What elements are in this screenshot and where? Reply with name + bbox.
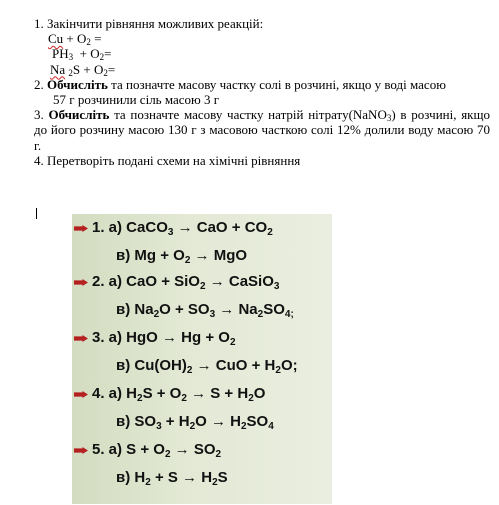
document-text xyxy=(34,16,490,168)
task-1-equation-1: $Cu + O_2$ = xyxy=(48,31,102,48)
task-4-title: 4. Перетворіть подані схеми на хімічні рівняння xyxy=(34,152,301,168)
equation-row: 1. а) CaCO$_3$ → CaO + $CO_2$ xyxy=(92,219,273,238)
task-1-equation-2: $PH_3 + O_2=$ xyxy=(52,46,112,63)
arrow-bullet-icon xyxy=(74,225,88,232)
equation-row: в) $SO_3 + H_2O \to H_2SO_4$ xyxy=(116,413,274,432)
equations-image xyxy=(72,214,332,504)
equation-row: 4. а) $H_2S + O_2 \to S + H_2O$ xyxy=(92,385,266,404)
text-cursor xyxy=(36,208,37,219)
equation-row: в) $Cu(OH)_2$ → CuO + $H_2O$; xyxy=(116,357,298,376)
equation-row: в) $Mg + O_2$ → MgO xyxy=(116,247,248,266)
arrow-bullet-icon xyxy=(74,335,88,342)
task-1-equation-3: Na $_2S + O_2=$ xyxy=(50,61,116,78)
arrow-bullet-icon xyxy=(74,391,88,398)
equation-row: 3. а) HgO → $Hg + O_2$ xyxy=(92,329,236,348)
task-1-title: 1. Закінчити рівняння можливих реакцій: xyxy=(34,16,264,31)
equation-row: в) $H_2 + S \to H_2S$ xyxy=(116,469,228,488)
task-2-line-2: 57 г розчинили сіль масою 3 г xyxy=(53,92,220,108)
task-2-text: 2. Обчисліть та позначте масову частку солі в розчині, якщо у воді масою xyxy=(34,76,446,92)
equation-row: 2. а) CaO + SiO$_2$ → CaSiO$_3$ xyxy=(92,273,280,292)
arrow-bullet-icon xyxy=(74,279,88,286)
task-3-text: 3. Обчисліть та позначте масову частку натрій нітрату(NaNO$_3$) в розчині, якщо до його розчину масою 130 г з масовою часткою солі 12% долили воду масою 70 г. xyxy=(34,107,491,153)
equation-row: 5. а) $S + O_2 \to SO_2$ xyxy=(92,441,222,460)
spellcheck-word: Cu xyxy=(48,31,64,47)
equation-row: в) $Na_2O + SO_3 \to Na_2SO_{4;}$ xyxy=(116,301,294,320)
spellcheck-word: Na xyxy=(50,61,66,77)
arrow-bullet-icon xyxy=(74,447,88,454)
